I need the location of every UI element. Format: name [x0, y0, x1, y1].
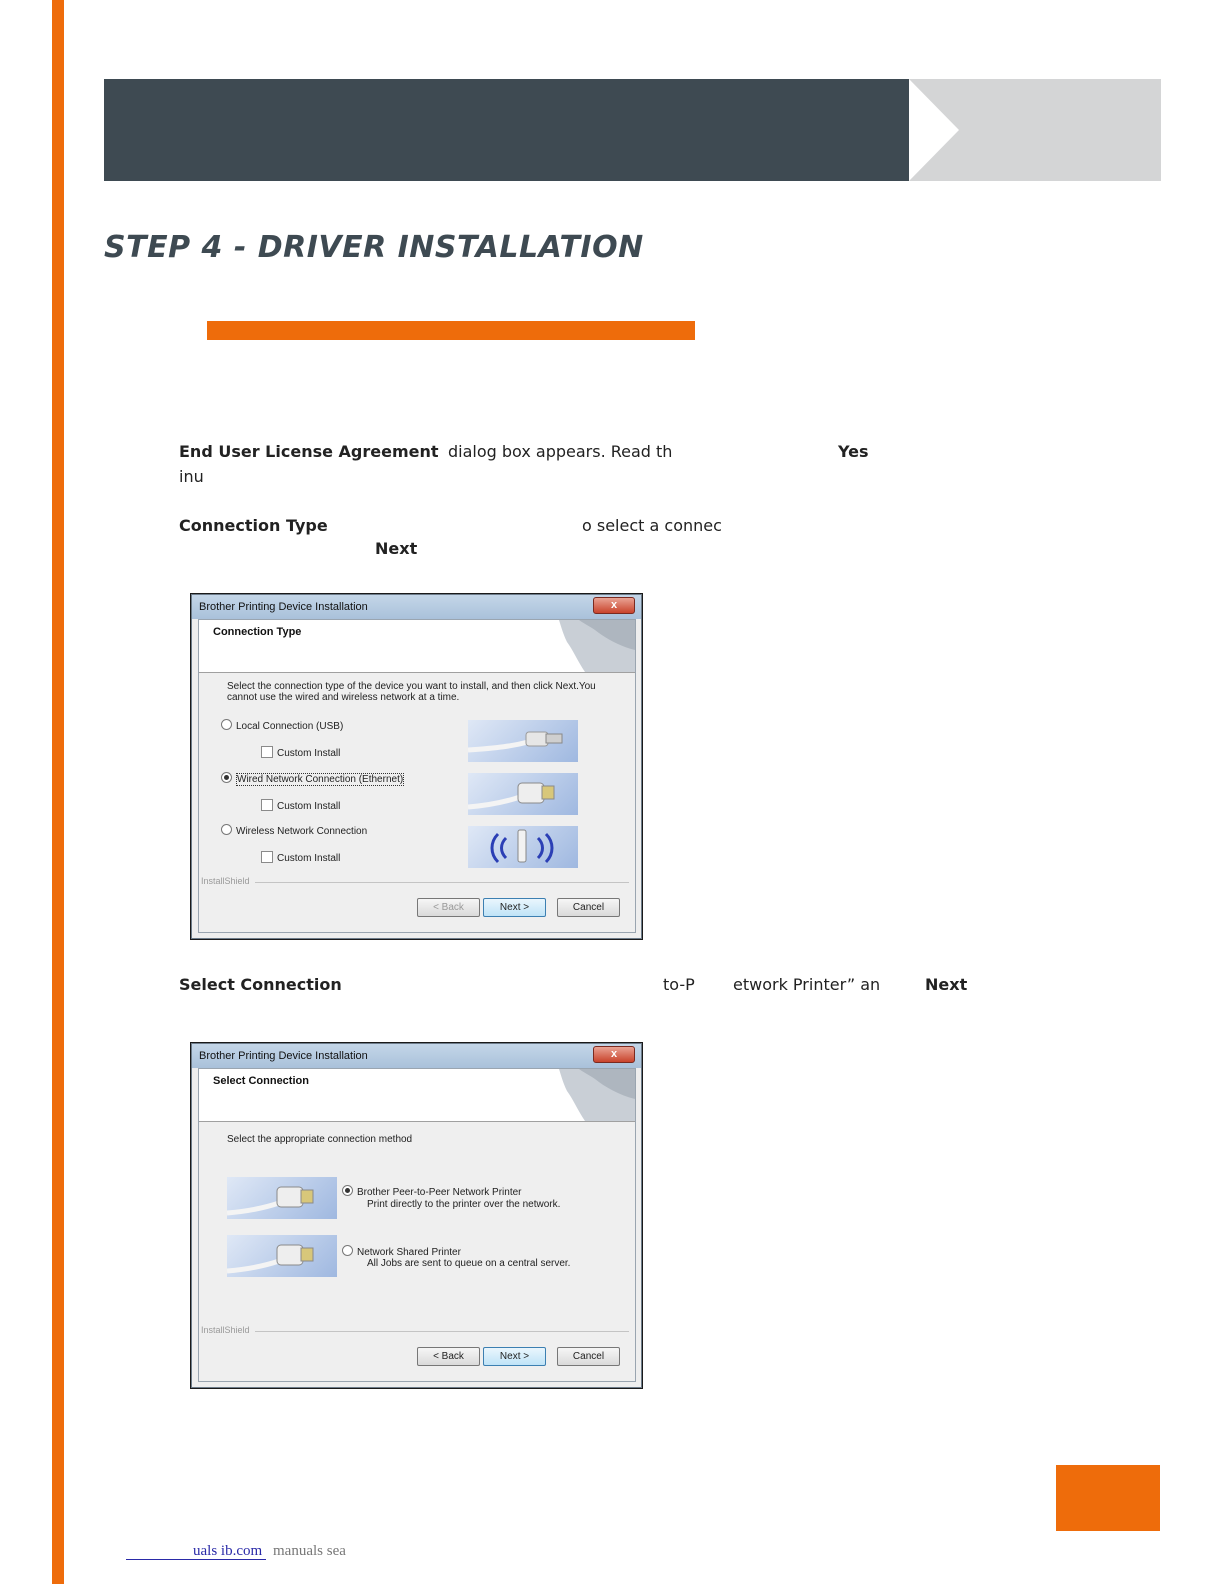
next-label-1: Next	[375, 539, 418, 558]
separator	[255, 1331, 629, 1332]
banner-face-graphic	[539, 1069, 635, 1121]
select-connection-dialog	[191, 1043, 642, 1388]
select-connection-text-1: to-P	[663, 975, 695, 994]
cancel-button[interactable]: Cancel	[557, 898, 620, 917]
ethernet-cable-icon	[227, 1177, 337, 1219]
close-button[interactable]: x	[593, 597, 635, 614]
dialog-titlebar	[192, 595, 641, 619]
shared-printer-thumbnail	[227, 1235, 337, 1277]
next-button[interactable]: Next >	[483, 1347, 546, 1366]
checkbox-icon[interactable]	[261, 799, 273, 811]
connection-type-label: Connection Type	[179, 516, 328, 535]
next-label-2: Next	[925, 975, 968, 994]
peer-to-peer-thumbnail	[227, 1177, 337, 1219]
option-network-shared-desc: All Jobs are sent to queue on a central server.	[367, 1258, 571, 1269]
ethernet-cable-thumbnail	[468, 773, 578, 815]
wireless-thumbnail	[468, 826, 578, 868]
banner-face-graphic	[539, 620, 635, 672]
separator	[255, 882, 629, 883]
installshield-label: InstallShield	[201, 876, 250, 886]
page-number-box	[1056, 1465, 1160, 1531]
cancel-button[interactable]: Cancel	[557, 1347, 620, 1366]
custom-install-wireless[interactable]: Custom Install	[261, 851, 340, 864]
dialog-title: Brother Printing Device Installation	[199, 1050, 368, 1062]
option-peer-to-peer-desc: Print directly to the printer over the network.	[367, 1199, 561, 1210]
dialog-titlebar	[192, 1044, 641, 1068]
eula-text: dialog box appears. Read th	[448, 442, 673, 461]
checkbox-icon[interactable]	[261, 746, 273, 758]
dialog-banner	[199, 620, 635, 673]
continue-text: inu	[179, 467, 204, 486]
banner-title: Select Connection	[213, 1075, 309, 1087]
dialog-description: Select the appropriate connection method	[227, 1134, 413, 1145]
dialog-title: Brother Printing Device Installation	[199, 601, 368, 613]
back-button[interactable]: < Back	[417, 1347, 480, 1366]
option-wireless[interactable]: Wireless Network Connection	[221, 824, 367, 837]
option-peer-to-peer[interactable]: Brother Peer-to-Peer Network Printer	[342, 1185, 522, 1198]
yes-label: Yes	[838, 442, 869, 461]
footer-text: manuals sea	[273, 1543, 346, 1559]
orange-rule	[207, 321, 695, 340]
radio-icon[interactable]	[342, 1185, 353, 1196]
header-arrow-shape	[909, 79, 1161, 181]
next-button[interactable]: Next >	[483, 898, 546, 917]
dialog-description: Select the connection type of the device you want to install, and then click Next.You cannot use the wired and wireless network at a time.	[227, 681, 596, 703]
connection-type-dialog	[191, 594, 642, 939]
custom-install-usb[interactable]: Custom Install	[261, 746, 340, 759]
close-button[interactable]: x	[593, 1046, 635, 1063]
option-network-shared[interactable]: Network Shared Printer	[342, 1245, 461, 1258]
radio-icon[interactable]	[221, 824, 232, 835]
left-accent-bar	[52, 0, 64, 1584]
back-button[interactable]: < Back	[417, 898, 480, 917]
radio-icon[interactable]	[221, 719, 232, 730]
radio-icon[interactable]	[342, 1245, 353, 1256]
select-connection-label: Select Connection	[179, 975, 342, 994]
checkbox-icon[interactable]	[261, 851, 273, 863]
option-local-usb[interactable]: Local Connection (USB)	[221, 719, 343, 732]
eula-label: End User License Agreement	[179, 442, 439, 461]
banner-title: Connection Type	[213, 626, 302, 638]
select-connection-text-2: etwork Printer” an	[733, 975, 881, 994]
radio-icon[interactable]	[221, 772, 232, 783]
dialog-banner	[199, 1069, 635, 1122]
header-band	[104, 79, 909, 181]
usb-cable-icon	[468, 720, 578, 762]
dialog-body	[198, 1068, 636, 1382]
section-title: STEP 4 - DRIVER INSTALLATION	[104, 230, 644, 265]
option-wired-ethernet[interactable]: Wired Network Connection (Ethernet)	[221, 772, 404, 785]
ethernet-cable-icon	[227, 1235, 337, 1277]
usb-cable-thumbnail	[468, 720, 578, 762]
installshield-label: InstallShield	[201, 1325, 250, 1335]
connection-type-text: o select a connec	[582, 516, 722, 535]
custom-install-wired[interactable]: Custom Install	[261, 799, 340, 812]
ethernet-cable-icon	[468, 773, 578, 815]
footer-link[interactable]: uals ib.com	[193, 1543, 263, 1559]
dialog-body	[198, 619, 636, 933]
wireless-router-icon	[468, 826, 578, 868]
